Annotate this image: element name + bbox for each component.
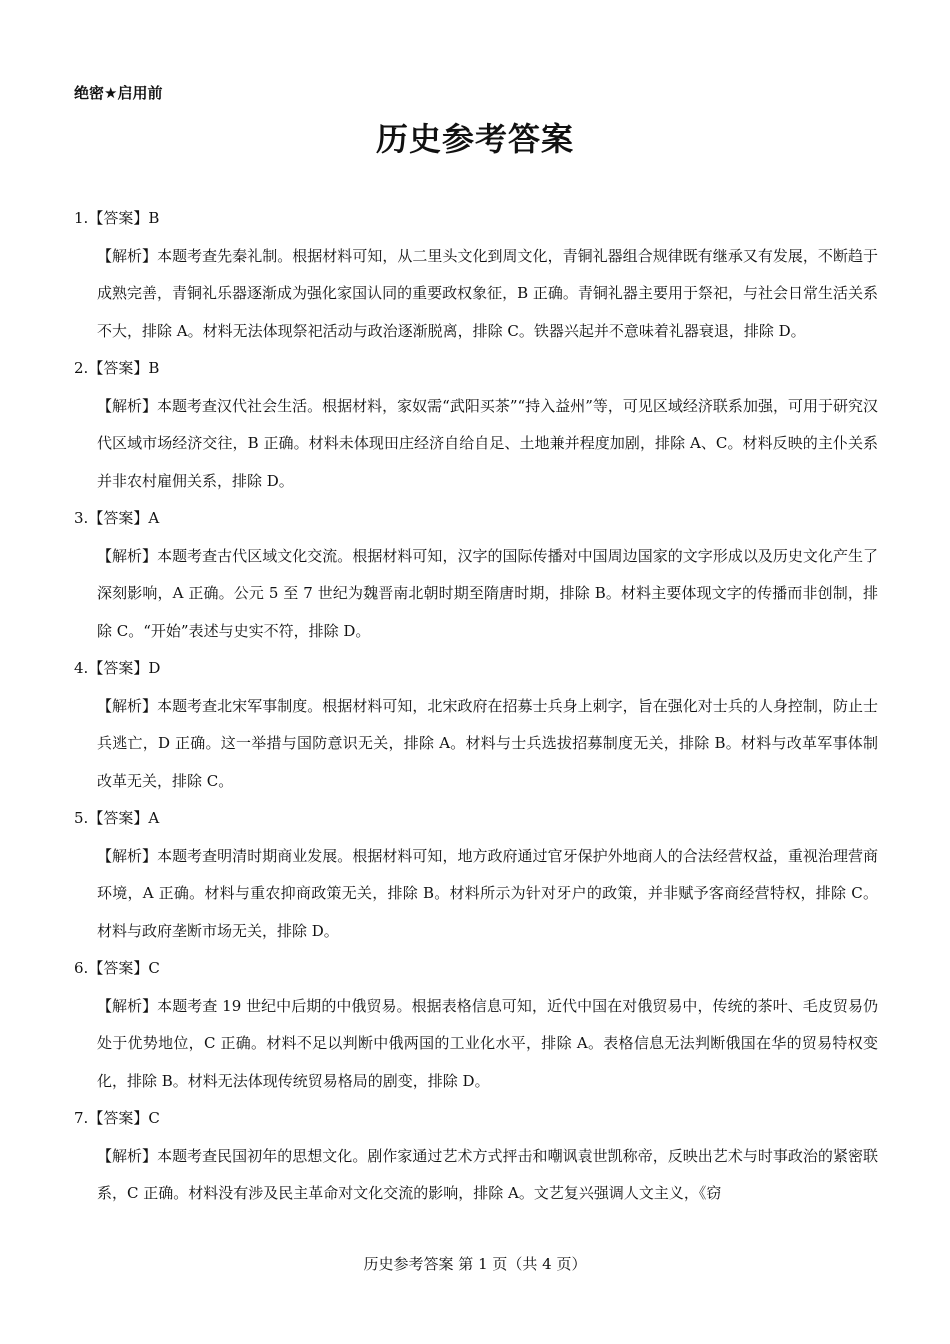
answer-list bbox=[74, 200, 878, 1213]
page-title: 历史参考答案 bbox=[375, 120, 574, 158]
analysis-text: 【解析】本题考查 19 世纪中后期的中俄贸易。根据表格信息可知，近代中国在对俄贸易中，传统的茶叶、毛皮贸易仍处于优势地位，C 正确。材料不足以判断中俄两国的工业化水平，排除 A。表格信息无法判断俄国在华的贸易特权变化，排除 B。材料无法体现传统贸易格局的剧变，排除 D。 bbox=[97, 996, 878, 1090]
answer-label: 【答案】C bbox=[88, 1109, 160, 1127]
answer-label: 【答案】A bbox=[88, 509, 160, 527]
question-number: 6. bbox=[74, 959, 89, 977]
question-number: 2. bbox=[74, 359, 89, 377]
analysis-text: 【解析】本题考查古代区域文化交流。根据材料可知，汉字的国际传播对中国周边国家的文字形成以及历史文化产生了深刻影响，A 正确。公元 5 至 7 世纪为魏晋南北朝时期至隋唐时期，排除 B。材料主要体现文字的传播而非创制，排除 C。“开始”表述与史实不符，排除 D。 bbox=[97, 546, 878, 640]
answer-item-6 bbox=[74, 950, 878, 1100]
answer-label: 【答案】B bbox=[88, 209, 160, 227]
answer-label: 【答案】C bbox=[88, 959, 160, 977]
analysis-text: 【解析】本题考查民国初年的思想文化。剧作家通过艺术方式抨击和嘲讽袁世凯称帝，反映出艺术与时事政治的紧密联系，C 正确。材料没有涉及民主革命对文化交流的影响，排除 A。文艺复兴强调人文主义，《窃 bbox=[97, 1146, 878, 1202]
answer-label: 【答案】A bbox=[88, 809, 160, 827]
answer-item-1 bbox=[74, 200, 878, 350]
question-number: 4. bbox=[74, 659, 89, 677]
analysis-text: 【解析】本题考查汉代社会生活。根据材料，家奴需“武阳买茶”“持入益州”等，可见区域经济联系加强，可用于研究汉代区域市场经济交往，B 正确。材料未体现田庄经济自给自足、土地兼并程度加剧，排除 A、C。材料反映的主仆关系并非农村雇佣关系，排除 D。 bbox=[97, 396, 878, 490]
answer-item-7 bbox=[74, 1100, 878, 1213]
question-number: 3. bbox=[74, 509, 89, 527]
answer-item-3 bbox=[74, 500, 878, 650]
confidential-label: 绝密★启用前 bbox=[74, 84, 163, 102]
question-number: 1. bbox=[74, 209, 89, 227]
question-number: 5. bbox=[74, 809, 89, 827]
answer-item-4 bbox=[74, 650, 878, 800]
answer-label: 【答案】D bbox=[88, 659, 161, 677]
analysis-text: 【解析】本题考查先秦礼制。根据材料可知，从二里头文化到周文化，青铜礼器组合规律既有继承又有发展，不断趋于成熟完善，青铜礼乐器逐渐成为强化家国认同的重要政权象征，B 正确。青铜礼器主要用于祭祀，与社会日常生活关系不大，排除 A。材料无法体现祭祀活动与政治逐渐脱离，排除 C。铁器兴起并不意味着礼器衰退，排除 D。 bbox=[97, 246, 878, 340]
answer-item-2 bbox=[74, 350, 878, 500]
answer-item-5 bbox=[74, 800, 878, 950]
analysis-text: 【解析】本题考查明清时期商业发展。根据材料可知，地方政府通过官牙保护外地商人的合法经营权益，重视治理营商环境，A 正确。材料与重农抑商政策无关，排除 B。材料所示为针对牙户的政策，并非赋予客商经营特权，排除 C。材料与政府垄断市场无关，排除 D。 bbox=[97, 846, 878, 940]
page-footer: 历史参考答案 第 1 页（共 4 页） bbox=[363, 1255, 587, 1273]
question-number: 7. bbox=[74, 1109, 89, 1127]
answer-label: 【答案】B bbox=[88, 359, 160, 377]
analysis-text: 【解析】本题考查北宋军事制度。根据材料可知，北宋政府在招募士兵身上刺字，旨在强化对士兵的人身控制，防止士兵逃亡，D 正确。这一举措与国防意识无关，排除 A。材料与士兵选拔招募制度无关，排除 B。材料与改革军事体制改革无关，排除 C。 bbox=[97, 696, 878, 790]
